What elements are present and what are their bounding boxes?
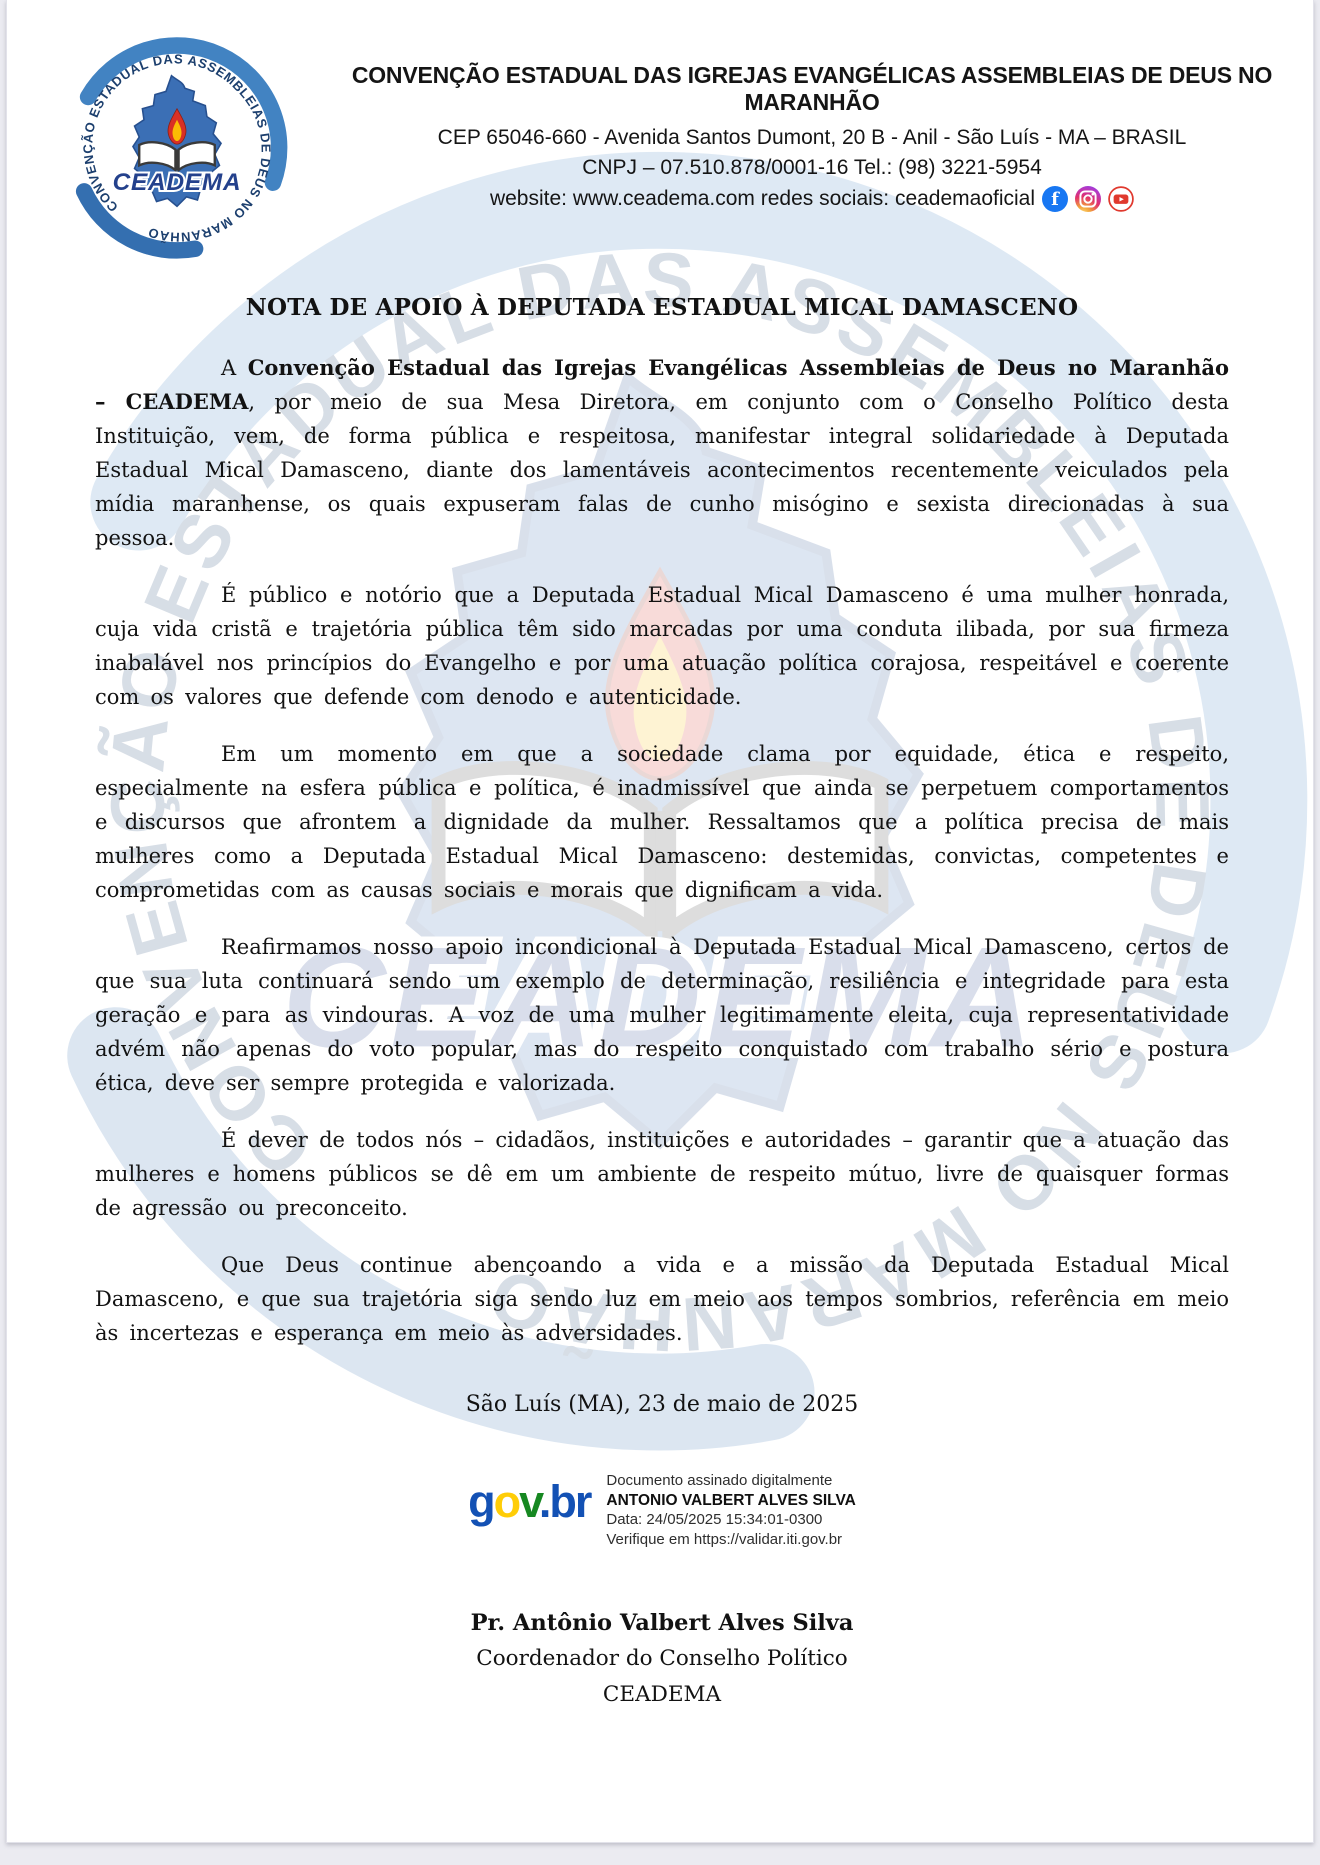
paragraph-1-bold: Convenção Estadual das Igrejas Evangélicas Assembleias de Deus no Maranhão – CEADEMA [95, 355, 1230, 414]
signer-name: ANTONIO VALBERT ALVES SILVA [606, 1491, 856, 1509]
stamp-line-verify: Verifique em https://validar.iti.gov.br [606, 1530, 843, 1548]
footer-signer-name: Pr. Antônio Valbert Alves Silva [470, 1610, 854, 1636]
signature-stamp-text [606, 1465, 855, 1549]
document-body [95, 294, 1229, 1713]
govbr-letter-g: g [468, 1476, 494, 1527]
website-social-line [327, 186, 1297, 212]
page [6, 0, 1314, 1843]
ceadema-logo [59, 30, 295, 274]
dateline: São Luís (MA), 23 de maio de 2025 [465, 1392, 859, 1417]
paragraph-5: É dever de todos nós – cidadãos, instituições e autoridades – garantir que a atuação das mulheres e homens públicos se dê em um ambiente de respeito mútuo, livre de quaisquer formas de agressão ou preconceito. [95, 1128, 1229, 1220]
address-line: CEP 65046-660 - Avenida Santos Dumont, 20 B - Anil - São Luís - MA – BRASIL [437, 126, 1187, 149]
paragraph-6: Que Deus continue abençoando a vida e a missão da Deputada Estadual Mical Damasceno, e que sua trajetória siga sendo luz em meio aos tempos sombrios, referência em meio às incertezas e esperança em meio às adversidades. [95, 1253, 1229, 1345]
stamp-line-signed-digitally: Documento assinado digitalmente [606, 1472, 833, 1489]
youtube-icon [1108, 186, 1134, 212]
footer-signature [95, 1605, 1229, 1713]
instagram-icon [1075, 186, 1101, 212]
document-title: NOTA DE APOIO À DEPUTADA ESTADUAL MICAL DAMASCENO [245, 294, 1079, 321]
paragraph-4: Reafirmamos nosso apoio incondicional à Deputada Estadual Mical Damasceno, certos de que sua luta continuará sendo um exemplo de determinação, resiliência e integridade para esta geração e para as vindouras. A voz de uma mulher legitimamente eleita, cuja representatividade advém não apenas do voto popular, mas do respeito conquistado com trabalho sério e postura ética, deve ser sempre protegida e valorizada. [95, 935, 1229, 1095]
govbr-suffix-br: .br [538, 1476, 591, 1527]
facebook-icon: f [1042, 186, 1068, 212]
org-name: CONVENÇÃO ESTADUAL DAS IGREJAS EVANGÉLICAS ASSEMBLEIAS DE DEUS NO MARANHÃO [351, 62, 1273, 115]
stamp-line-date: Data: 24/05/2025 15:34:01-0300 [606, 1511, 823, 1528]
cnpj-phone-line: CNPJ – 07.510.878/0001-16 Tel.: (98) 3221-5954 [582, 156, 1042, 179]
website-text: website: www.ceadema.com redes sociais: ceademaoficial [489, 187, 1036, 210]
paragraph-1-prefix: A [221, 356, 248, 380]
govbr-logo [468, 1465, 590, 1539]
footer-signer-role: Coordenador do Conselho Político [476, 1646, 848, 1671]
govbr-letter-o: o [493, 1476, 520, 1527]
letterhead [327, 62, 1297, 212]
paragraph-3: Em um momento em que a sociedade clama por equidade, ética e respeito, especialmente na esfera pública e política, é inadmissível que ainda se perpetuem comportamentos e discursos que afrontem a dignidade da mulher. Ressaltamos que a política precisa de mais mulheres como a Deputada Estadual Mical Damasceno: destemidas, convictas, competentes e comprometidas com as causas sociais e morais que dignificam a vida. [95, 742, 1229, 902]
paragraph-1-rest: , por meio de sua Mesa Diretora, em conjunto com o Conselho Político desta Instituição, vem, de forma pública e respeitosa, manifestar integral solidariedade à Deputada Estadual Mical Damasceno, diante dos lamentáveis acontecimentos recentemente veiculados pela mídia maranhense, os quais expuseram falas de cunho misógino e sexista direcionadas à sua pessoa. [95, 390, 1229, 550]
digital-signature-stamp [95, 1465, 1229, 1549]
paragraph-1 [95, 351, 1229, 555]
paragraph-2: É público e notório que a Deputada Estadual Mical Damasceno é uma mulher honrada, cuja vida cristã e trajetória pública têm sido marcadas por uma conduta ilibada, por sua firmeza inabalável nos princípios do Evangelho e por uma atuação política corajosa, respeitável e coerente com os valores que defende com denodo e autenticidade. [95, 583, 1229, 709]
footer-signer-org: CEADEMA [602, 1682, 722, 1707]
govbr-letter-v: v [519, 1476, 539, 1527]
